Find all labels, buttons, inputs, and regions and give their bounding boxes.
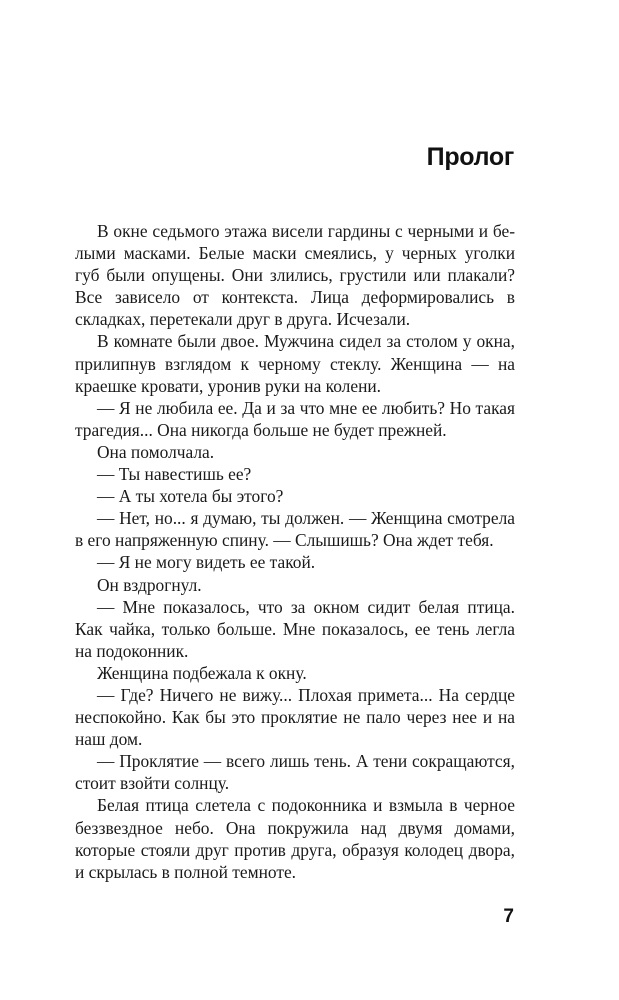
page-number: 7	[503, 906, 514, 927]
paragraph: — Ты навестишь ее?	[97, 464, 252, 485]
paragraph: — А ты хотела бы этого?	[97, 486, 284, 507]
chapter-title: Пролог	[426, 143, 514, 171]
paragraph: — Мне показалось, что за окном сидит белая птица. Как чайка, только больше. Мне показалось, ее тень легла на подоконник.	[75, 596, 515, 661]
prologue-text	[75, 220, 515, 883]
paragraph: Женщина подбежала к окну.	[97, 662, 307, 683]
paragraph: — Нет, но... я думаю, ты должен. — Женщина смотрела в его напряженную спину. — Слышишь? Она ждет тебя.	[75, 508, 515, 551]
paragraph: — Я не могу видеть ее такой.	[97, 552, 316, 573]
paragraph: Белая птица слетела с подоконника и взмыла в черное беззвездное небо. Она покружила над двумя домами, которые стояли друг против друга, образуя колодец двора, и скрылась в полной темноте.	[75, 795, 515, 882]
paragraph: — Где? Ничего не вижу... Плохая примета... На сердце неспокойно. Как бы это проклятие не пало через нее и на наш дом.	[75, 684, 515, 750]
paragraph: В окне седьмого этажа висели гардины с черными и белыми масками. Белые маски смеялись, у черных уголки губ были опущены. Они злились, грустили или плакали? Все зависело от контекста. Лица деформировались в складках, перетекали друг в друга. Исчезали.	[75, 221, 515, 330]
paragraph: Он вздрогнул.	[97, 574, 202, 595]
paragraph: В комнате были двое. Мужчина сидел за столом у окна, прилипнув взглядом к черному стеклу. Женщина — на краешке кровати, уронив руки на колени.	[75, 331, 515, 396]
paragraph: — Проклятие — всего лишь тень. А тени сокращаются, стоит взойти солнцу.	[75, 751, 515, 794]
paragraph: — Я не любила ее. Да и за что мне ее любить? Но такая трагедия... Она никогда больше не будет прежней.	[75, 397, 515, 440]
paragraph: Она помолчала.	[97, 441, 215, 462]
